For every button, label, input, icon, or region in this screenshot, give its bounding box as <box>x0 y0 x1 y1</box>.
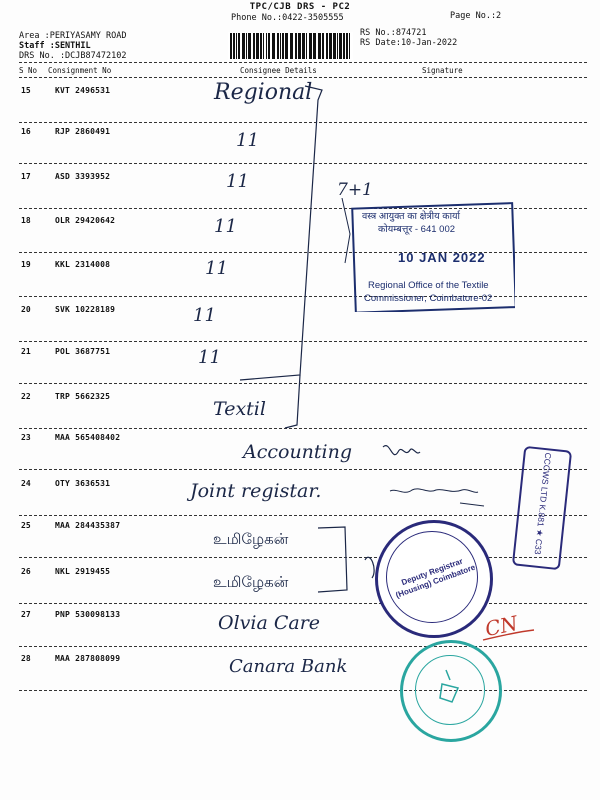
row-consignment-number: SVK 10228189 <box>55 305 116 314</box>
row-serial-number: 27 <box>21 610 31 619</box>
handwriting-r15: Regional <box>214 80 313 105</box>
teal-seal-emblem-icon <box>400 640 496 736</box>
stamp-hindi-line1: वस्त्र आयुक्त का क्षेत्रीय कार्या <box>362 211 461 222</box>
stamp-english-line2: Commissioner, Coimbatore-02 <box>364 293 493 304</box>
handwriting-r17: 11 <box>226 171 249 192</box>
handwriting-r19: 11 <box>205 258 228 279</box>
col-header-sno: S No <box>19 66 38 75</box>
stamp-english-line1: Regional Office of the Textile <box>368 280 489 291</box>
row-serial-number: 23 <box>21 433 31 442</box>
handwriting-r27: Olvia Care <box>218 612 321 634</box>
note-7plus1: 7+1 <box>337 180 373 200</box>
deputy-stamp-text: Deputy Registrar (Housing) Coimbatore <box>394 556 477 600</box>
row-serial-number: 28 <box>21 654 31 663</box>
stamp-hindi-line2: कोयम्बत्तूर - 641 002 <box>378 224 456 235</box>
row-serial-number: 17 <box>21 172 31 181</box>
handwriting-r28: Canara Bank <box>229 656 348 677</box>
row-serial-number: 18 <box>21 216 31 225</box>
handwriting-r21: 11 <box>198 347 221 368</box>
row-serial-number: 22 <box>21 392 31 401</box>
handwriting-r25: உமிழேகன் <box>213 530 289 548</box>
red-cn-mark: CN <box>482 610 520 642</box>
teal-seal-stamp <box>400 640 502 742</box>
row-consignment-number: OLR 29420642 <box>55 216 116 225</box>
row-serial-number: 24 <box>21 479 31 488</box>
row-consignment-number: TRP 5662325 <box>55 392 111 401</box>
row-consignment-number: RJP 2860491 <box>55 127 111 136</box>
row-consignment-number: KKL 2314008 <box>55 260 111 269</box>
phone-number: Phone No.:0422-3505555 <box>231 13 344 23</box>
handwriting-r18: 11 <box>214 216 237 237</box>
col-header-signature: Signature <box>422 66 463 75</box>
row-serial-number: 19 <box>21 260 31 269</box>
drs-number-field: DRS No. :DCJB87472102 <box>19 51 127 61</box>
row-consignment-number: PNP 530098133 <box>55 610 121 619</box>
drs-title: TPC/CJB DRS - PC2 <box>249 2 351 12</box>
stamp-date: 10 JAN 2022 <box>398 250 486 265</box>
deputy-registrar-stamp <box>375 520 493 638</box>
row-consignment-number: NKL 2919455 <box>55 567 111 576</box>
cccws-stamp-text: CCCWS LTD K.881 ★ C33 <box>532 452 554 556</box>
handwriting-r23: Accounting <box>243 441 353 463</box>
handwriting-r20: 11 <box>193 305 216 326</box>
row-serial-number: 25 <box>21 521 31 530</box>
handwriting-r16: 11 <box>236 130 259 151</box>
row-serial-number: 21 <box>21 347 31 356</box>
handwriting-r22: Textil <box>213 398 266 420</box>
col-header-consignment: Consignment No <box>48 66 112 75</box>
row-consignment-number: KVT 2496531 <box>55 86 111 95</box>
regional-office-stamp <box>340 198 515 312</box>
row-serial-number: 20 <box>21 305 31 314</box>
rs-number-field: RS No.:874721 <box>360 28 427 38</box>
col-header-consignee: Consignee Details <box>240 66 317 75</box>
area-field: Area :PERIYASAMY ROAD <box>19 31 127 41</box>
row-consignment-number: MAA 284435387 <box>55 521 121 530</box>
row-consignment-number: OTY 3636531 <box>55 479 111 488</box>
handwriting-r24: Joint registar. <box>190 480 322 502</box>
row-consignment-number: MAA 287808099 <box>55 654 121 663</box>
row-consignment-number: MAA 565408402 <box>55 433 121 442</box>
handwriting-r26: உமிழேகன் <box>213 573 289 591</box>
staff-field: Staff :SENTHIL <box>19 41 91 51</box>
row-serial-number: 16 <box>21 127 31 136</box>
rs-date-field: RS Date:10-Jan-2022 <box>360 38 458 48</box>
row-serial-number: 15 <box>21 86 31 95</box>
row-serial-number: 26 <box>21 567 31 576</box>
page-number: Page No.:2 <box>450 11 502 21</box>
row-consignment-number: ASD 3393952 <box>55 172 111 181</box>
row-consignment-number: POL 3687751 <box>55 347 111 356</box>
